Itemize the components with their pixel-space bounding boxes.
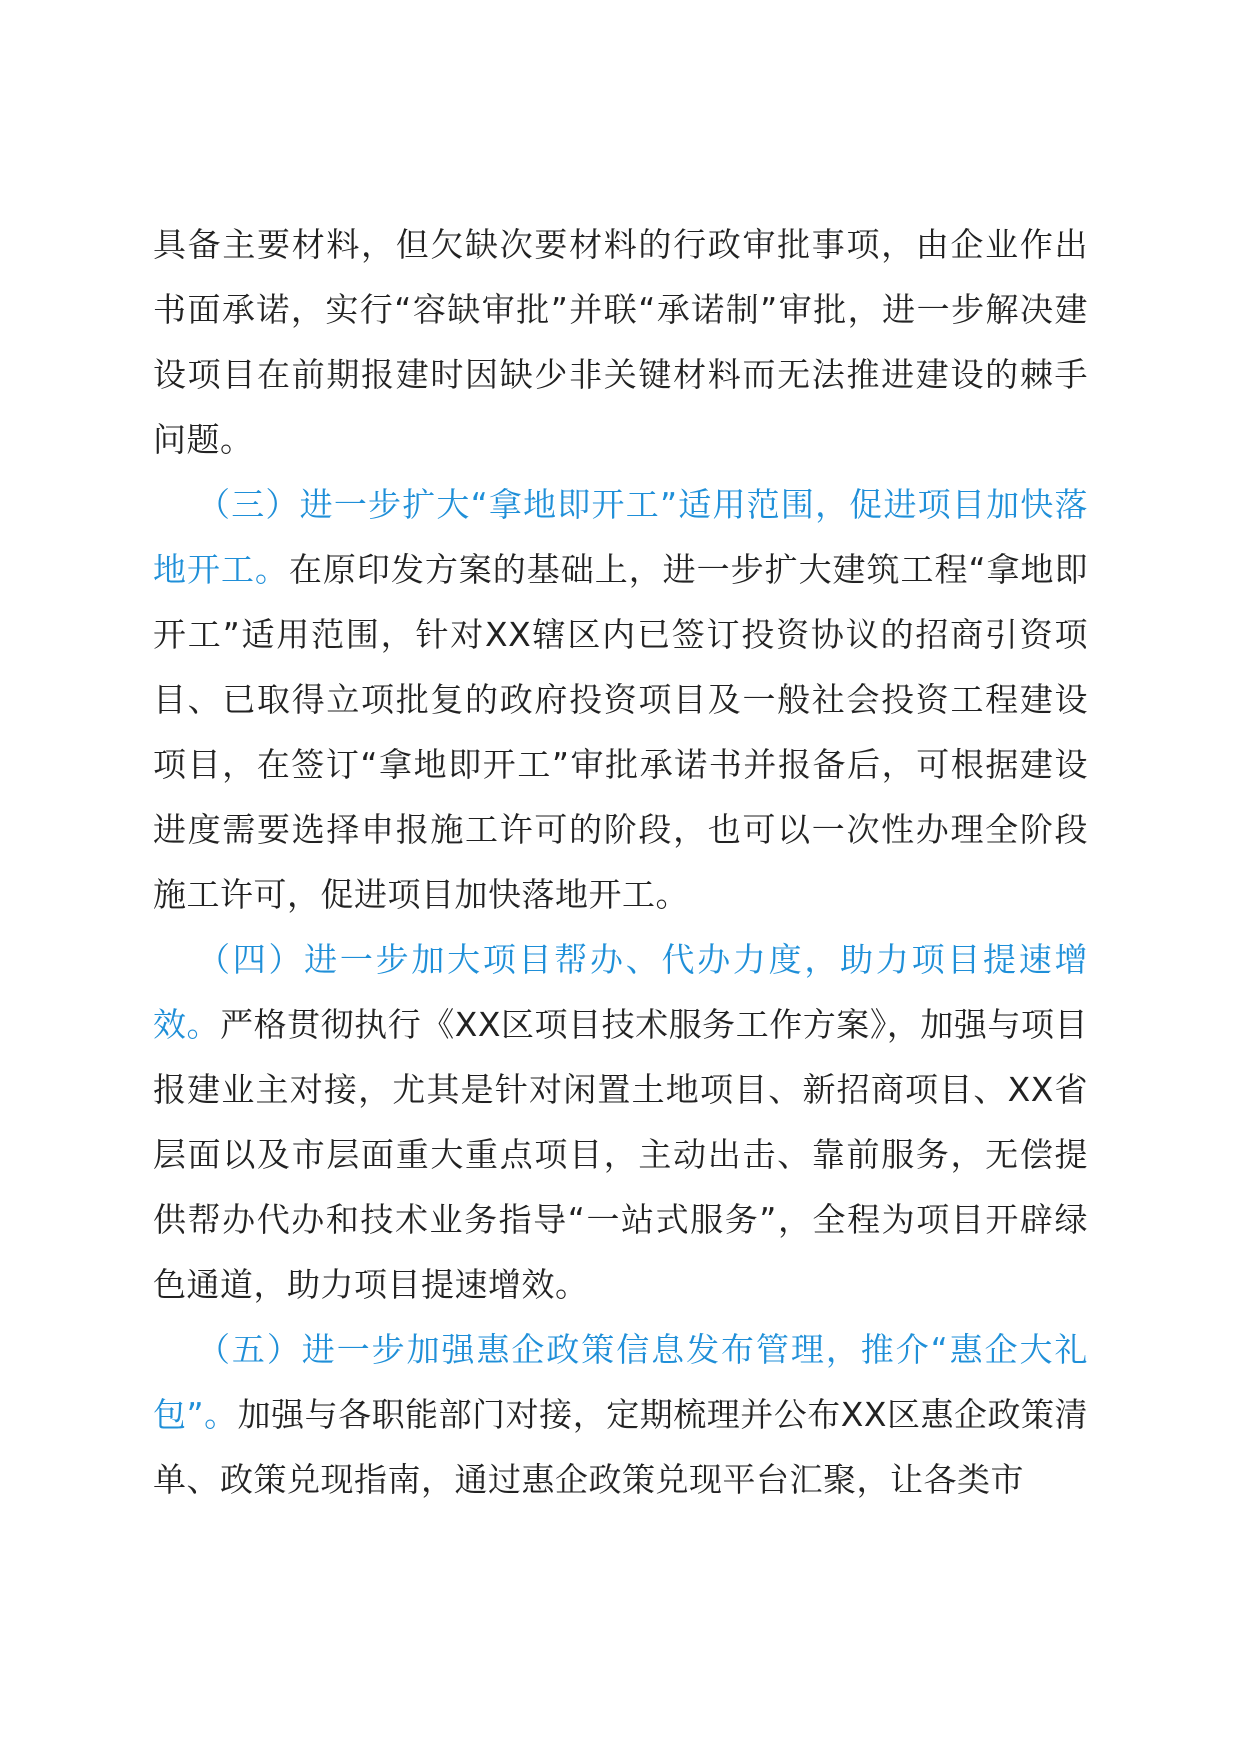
document-body	[153, 212, 1088, 1512]
section-heading-3: （三）进一步扩大“拿地即开工”适用范围，促进项目加快落地开工。	[153, 485, 1088, 589]
paragraph-body: 具备主要材料，但欠缺次要材料的行政审批事项，由企业作出书面承诺，实行“容缺审批”并联“承诺制”审批，进一步解决建设项目在前期报建时因缺少非关键材料而无法推进建设的棘手问题。	[153, 225, 1088, 459]
paragraph-body: 严格贯彻执行《XX区项目技术服务工作方案》，加强与项目报建业主对接，尤其是针对闲置土地项目、新招商项目、XX省层面以及市层面重大重点项目，主动出击、靠前服务，无偿提供帮办代办和技术业务指导“一站式服务”，全程为项目开辟绿色通道，助力项目提速增效。	[153, 1005, 1088, 1304]
paragraph-section-4	[153, 927, 1088, 1317]
paragraph-section-3	[153, 472, 1088, 927]
section-heading-5: （五）进一步加强惠企政策信息发布管理，推介“惠企大礼包”。	[153, 1330, 1088, 1434]
paragraph-body: 加强与各职能部门对接，定期梳理并公布XX区惠企政策清单、政策兑现指南，通过惠企政策兑现平台汇聚，让各类市	[153, 1395, 1088, 1499]
paragraph-body: 在原印发方案的基础上，进一步扩大建筑工程“拿地即开工”适用范围，针对XX辖区内已签订投资协议的招商引资项目、已取得立项批复的政府投资项目及一般社会投资工程建设项目，在签订“拿地即开工”审批承诺书并报备后，可根据建设进度需要选择申报施工许可的阶段，也可以一次性办理全阶段施工许可，促进项目加快落地开工。	[153, 550, 1088, 914]
section-heading-4: （四）进一步加大项目帮办、代办力度，助力项目提速增效。	[153, 940, 1088, 1044]
paragraph-section-5	[153, 1317, 1088, 1512]
paragraph-continuation	[153, 212, 1088, 472]
